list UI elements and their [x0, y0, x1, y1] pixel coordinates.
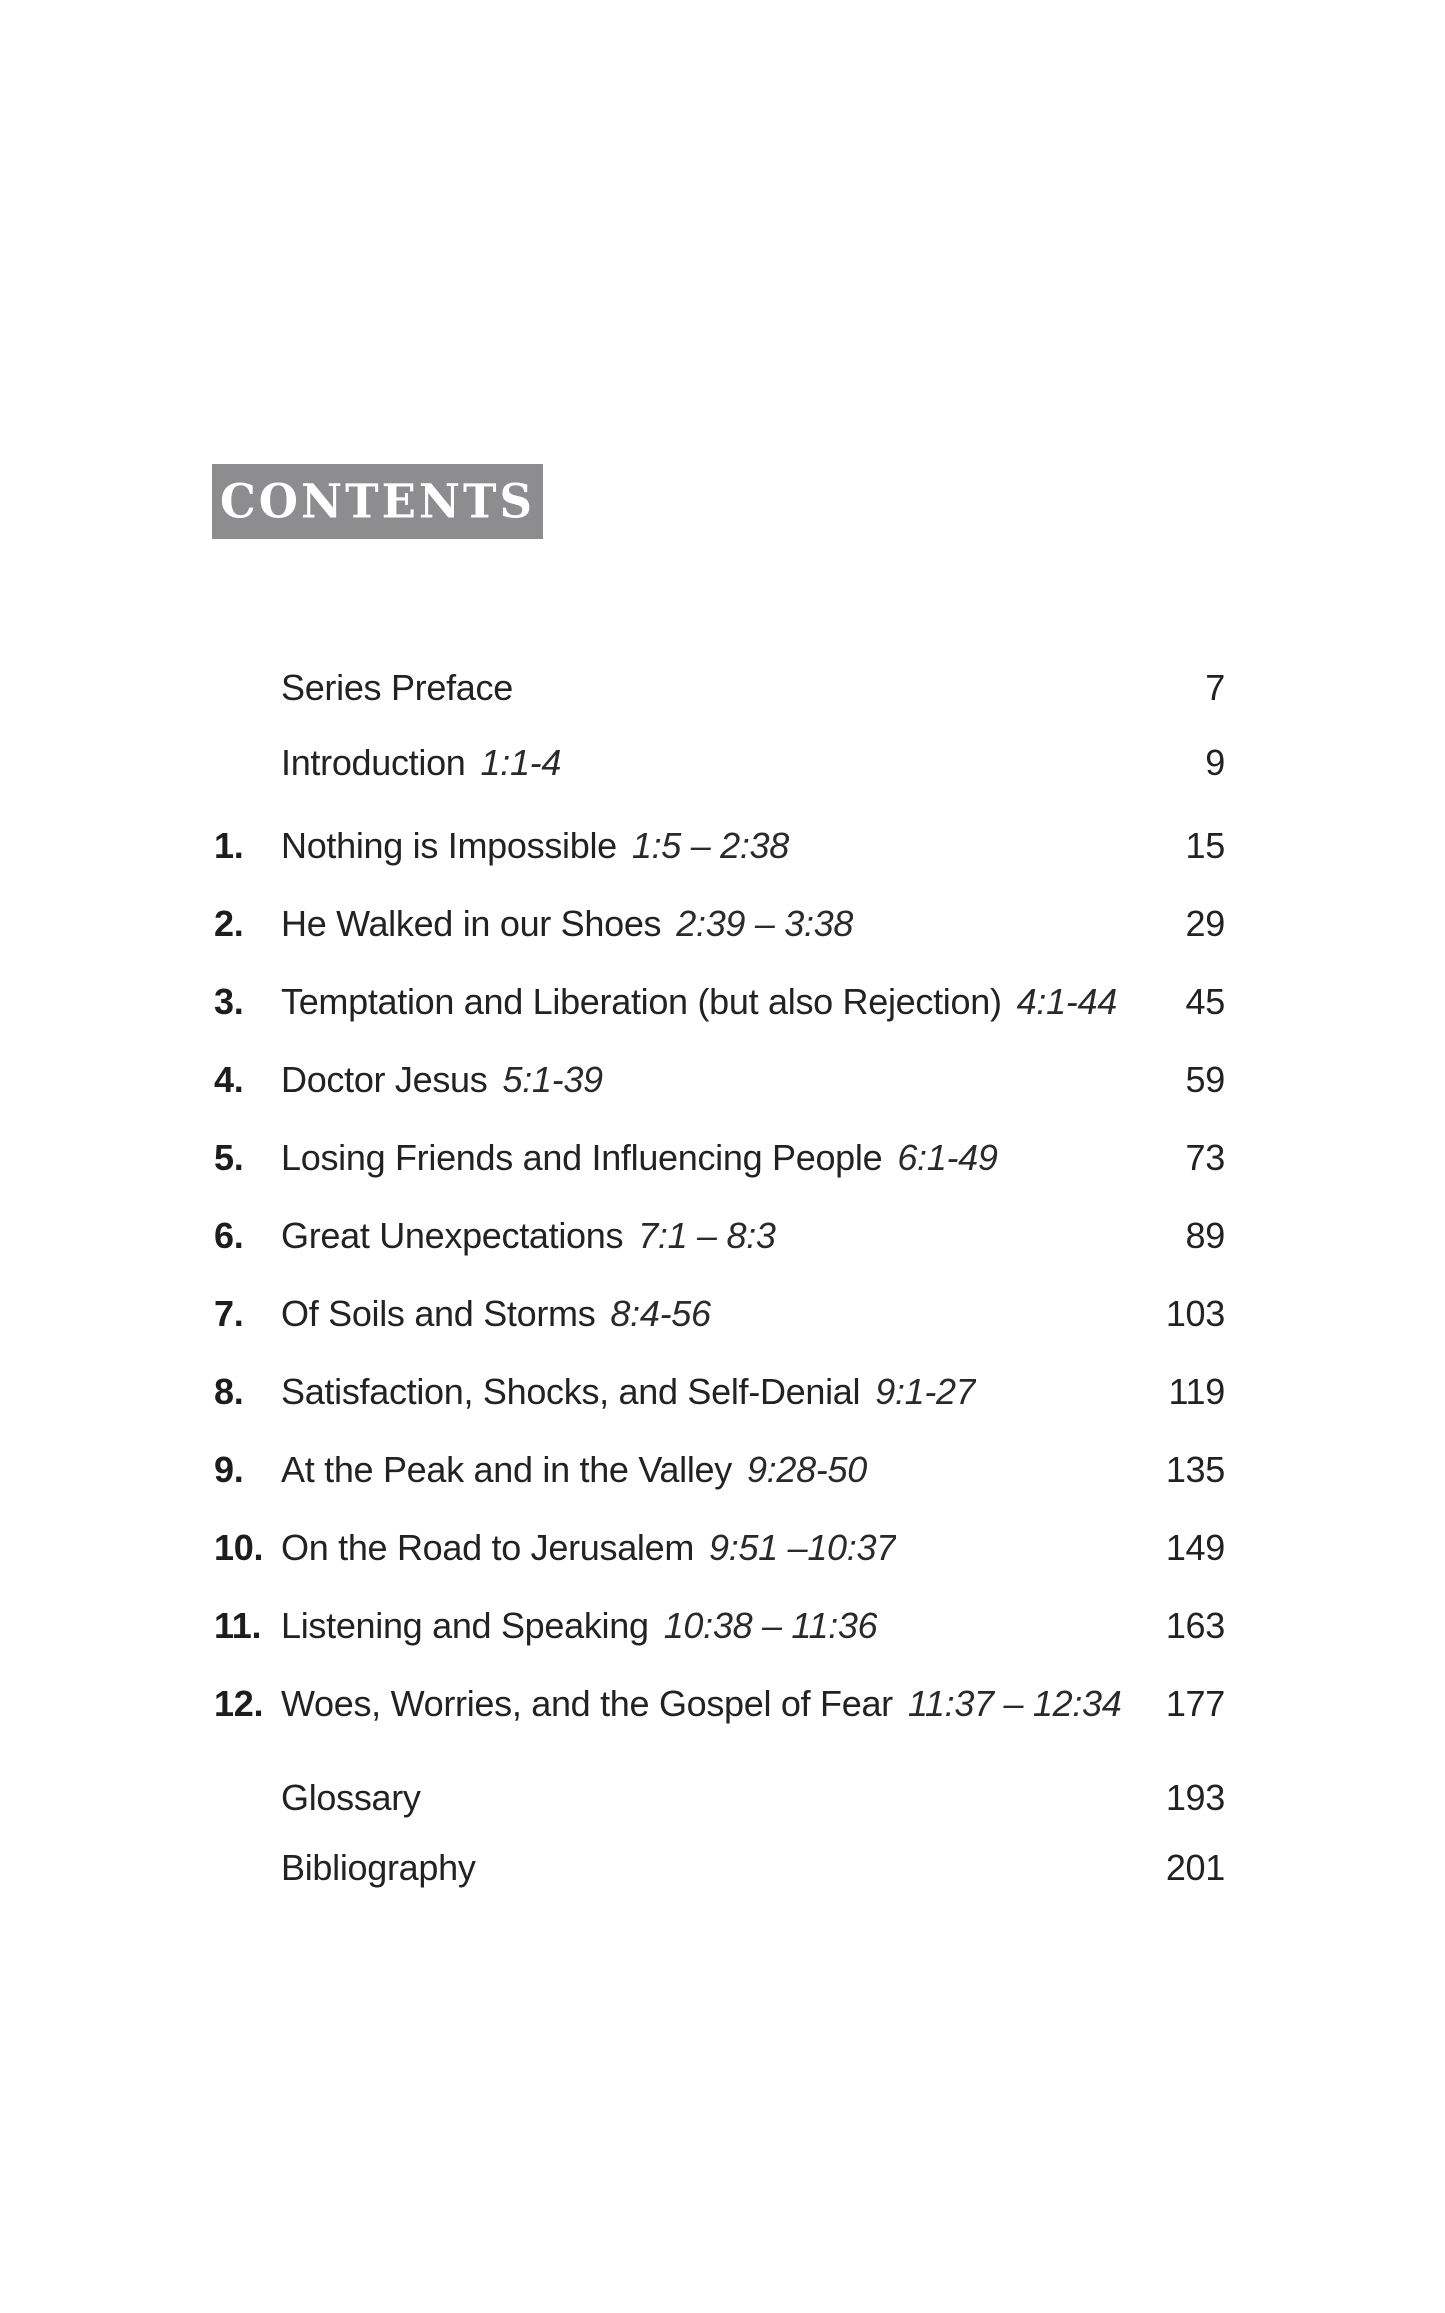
entry-page-number: 103 [1165, 1293, 1225, 1334]
entry-number: 1. [214, 825, 244, 866]
entry-number: 4. [214, 1059, 244, 1100]
entry-title: Losing Friends and Influencing People [281, 1138, 883, 1178]
toc-entry [214, 1848, 1225, 1888]
entry-number: 6. [214, 1215, 244, 1256]
entry-scripture-ref: 8:4-56 [610, 1294, 711, 1334]
entry-title-group [281, 1778, 421, 1818]
entry-scripture-ref: 9:51 –10:37 [709, 1528, 896, 1568]
entry-page-number: 7 [1205, 667, 1225, 708]
entry-scripture-ref: 1:5 – 2:38 [631, 826, 789, 866]
entry-title: Temptation and Liberation (but also Rejection) [281, 982, 1002, 1022]
entry-title: Doctor Jesus [281, 1060, 488, 1100]
entry-title: Satisfaction, Shocks, and Self-Denial [281, 1372, 861, 1412]
entry-page-number: 9 [1205, 742, 1225, 783]
toc-entry [214, 1372, 1225, 1412]
entry-title-group [281, 1684, 1122, 1724]
entry-page-number: 89 [1185, 1215, 1225, 1256]
entry-scripture-ref: 6:1-49 [897, 1138, 998, 1178]
toc-entry [214, 1606, 1225, 1646]
entry-title-group [281, 982, 1117, 1022]
toc-entry [214, 1684, 1225, 1724]
entry-page-number: 15 [1185, 825, 1225, 866]
toc-entry [214, 1294, 1225, 1334]
entry-scripture-ref: 2:39 – 3:38 [676, 904, 854, 944]
entry-title: On the Road to Jerusalem [281, 1528, 695, 1568]
entry-number: 9. [214, 1449, 244, 1490]
entry-page-number: 45 [1185, 981, 1225, 1022]
entry-title-group [281, 743, 561, 783]
toc-entry [214, 1138, 1225, 1178]
entry-scripture-ref: 7:1 – 8:3 [638, 1216, 776, 1256]
entry-scripture-ref: 10:38 – 11:36 [663, 1606, 878, 1646]
entry-title-group [281, 1528, 896, 1568]
toc-entry [214, 1528, 1225, 1568]
page-title: CONTENTS [219, 473, 536, 530]
toc-entry [214, 982, 1225, 1022]
entry-number: 8. [214, 1371, 244, 1412]
entry-scripture-ref: 9:1-27 [875, 1372, 976, 1412]
toc-entry [214, 826, 1225, 866]
entry-title: Nothing is Impossible [281, 826, 617, 866]
entry-page-number: 73 [1185, 1137, 1225, 1178]
toc-entry [214, 904, 1225, 944]
toc-entry [214, 1060, 1225, 1100]
entry-title-group [281, 1138, 998, 1178]
entry-page-number: 163 [1165, 1605, 1225, 1646]
toc-entry [214, 743, 1225, 783]
entry-title-group [281, 904, 853, 944]
toc-entry [214, 1216, 1225, 1256]
entry-title: Great Unexpectations [281, 1216, 624, 1256]
entry-number: 11. [214, 1605, 262, 1646]
entry-title-group [281, 668, 513, 708]
entry-title-group [281, 1294, 711, 1334]
entry-title: Of Soils and Storms [281, 1294, 596, 1334]
entry-page-number: 149 [1165, 1527, 1225, 1568]
entry-page-number: 29 [1185, 903, 1225, 944]
entry-scripture-ref: 1:1-4 [480, 743, 562, 783]
entry-title-group [281, 1060, 603, 1100]
entry-number: 2. [214, 903, 244, 944]
entry-scripture-ref: 4:1-44 [1016, 982, 1117, 1022]
entry-number: 10. [214, 1527, 264, 1568]
entry-title-group [281, 1848, 476, 1888]
entry-title: Woes, Worries, and the Gospel of Fear [281, 1684, 893, 1724]
entry-number: 12. [214, 1683, 264, 1724]
entry-title: Introduction [281, 743, 466, 783]
entry-title: Series Preface [281, 668, 513, 708]
entry-scripture-ref: 9:28-50 [746, 1450, 867, 1490]
entry-title: Glossary [281, 1778, 421, 1818]
entry-title: Listening and Speaking [281, 1606, 649, 1646]
entry-page-number: 135 [1165, 1449, 1225, 1490]
entry-title-group [281, 1606, 877, 1646]
entry-number: 7. [214, 1293, 244, 1334]
entry-title: Bibliography [281, 1848, 476, 1888]
entry-title-group [281, 1372, 976, 1412]
entry-title-group [281, 1450, 867, 1490]
toc-entry [214, 1778, 1225, 1818]
toc-entry [214, 668, 1225, 708]
entry-page-number: 201 [1165, 1847, 1225, 1888]
entry-scripture-ref: 11:37 – 12:34 [907, 1684, 1122, 1724]
entry-page-number: 177 [1165, 1683, 1225, 1724]
entry-title-group [281, 1216, 776, 1256]
entry-number: 5. [214, 1137, 244, 1178]
entry-page-number: 119 [1168, 1371, 1225, 1412]
entry-title-group [281, 826, 789, 866]
entry-number: 3. [214, 981, 244, 1022]
entry-page-number: 193 [1165, 1777, 1225, 1818]
toc-entry [214, 1450, 1225, 1490]
entry-scripture-ref: 5:1-39 [502, 1060, 603, 1100]
entry-page-number: 59 [1185, 1059, 1225, 1100]
entry-title: At the Peak and in the Valley [281, 1450, 732, 1490]
entry-title: He Walked in our Shoes [281, 904, 662, 944]
table-of-contents [214, 668, 1225, 1888]
contents-header-box [212, 464, 543, 539]
